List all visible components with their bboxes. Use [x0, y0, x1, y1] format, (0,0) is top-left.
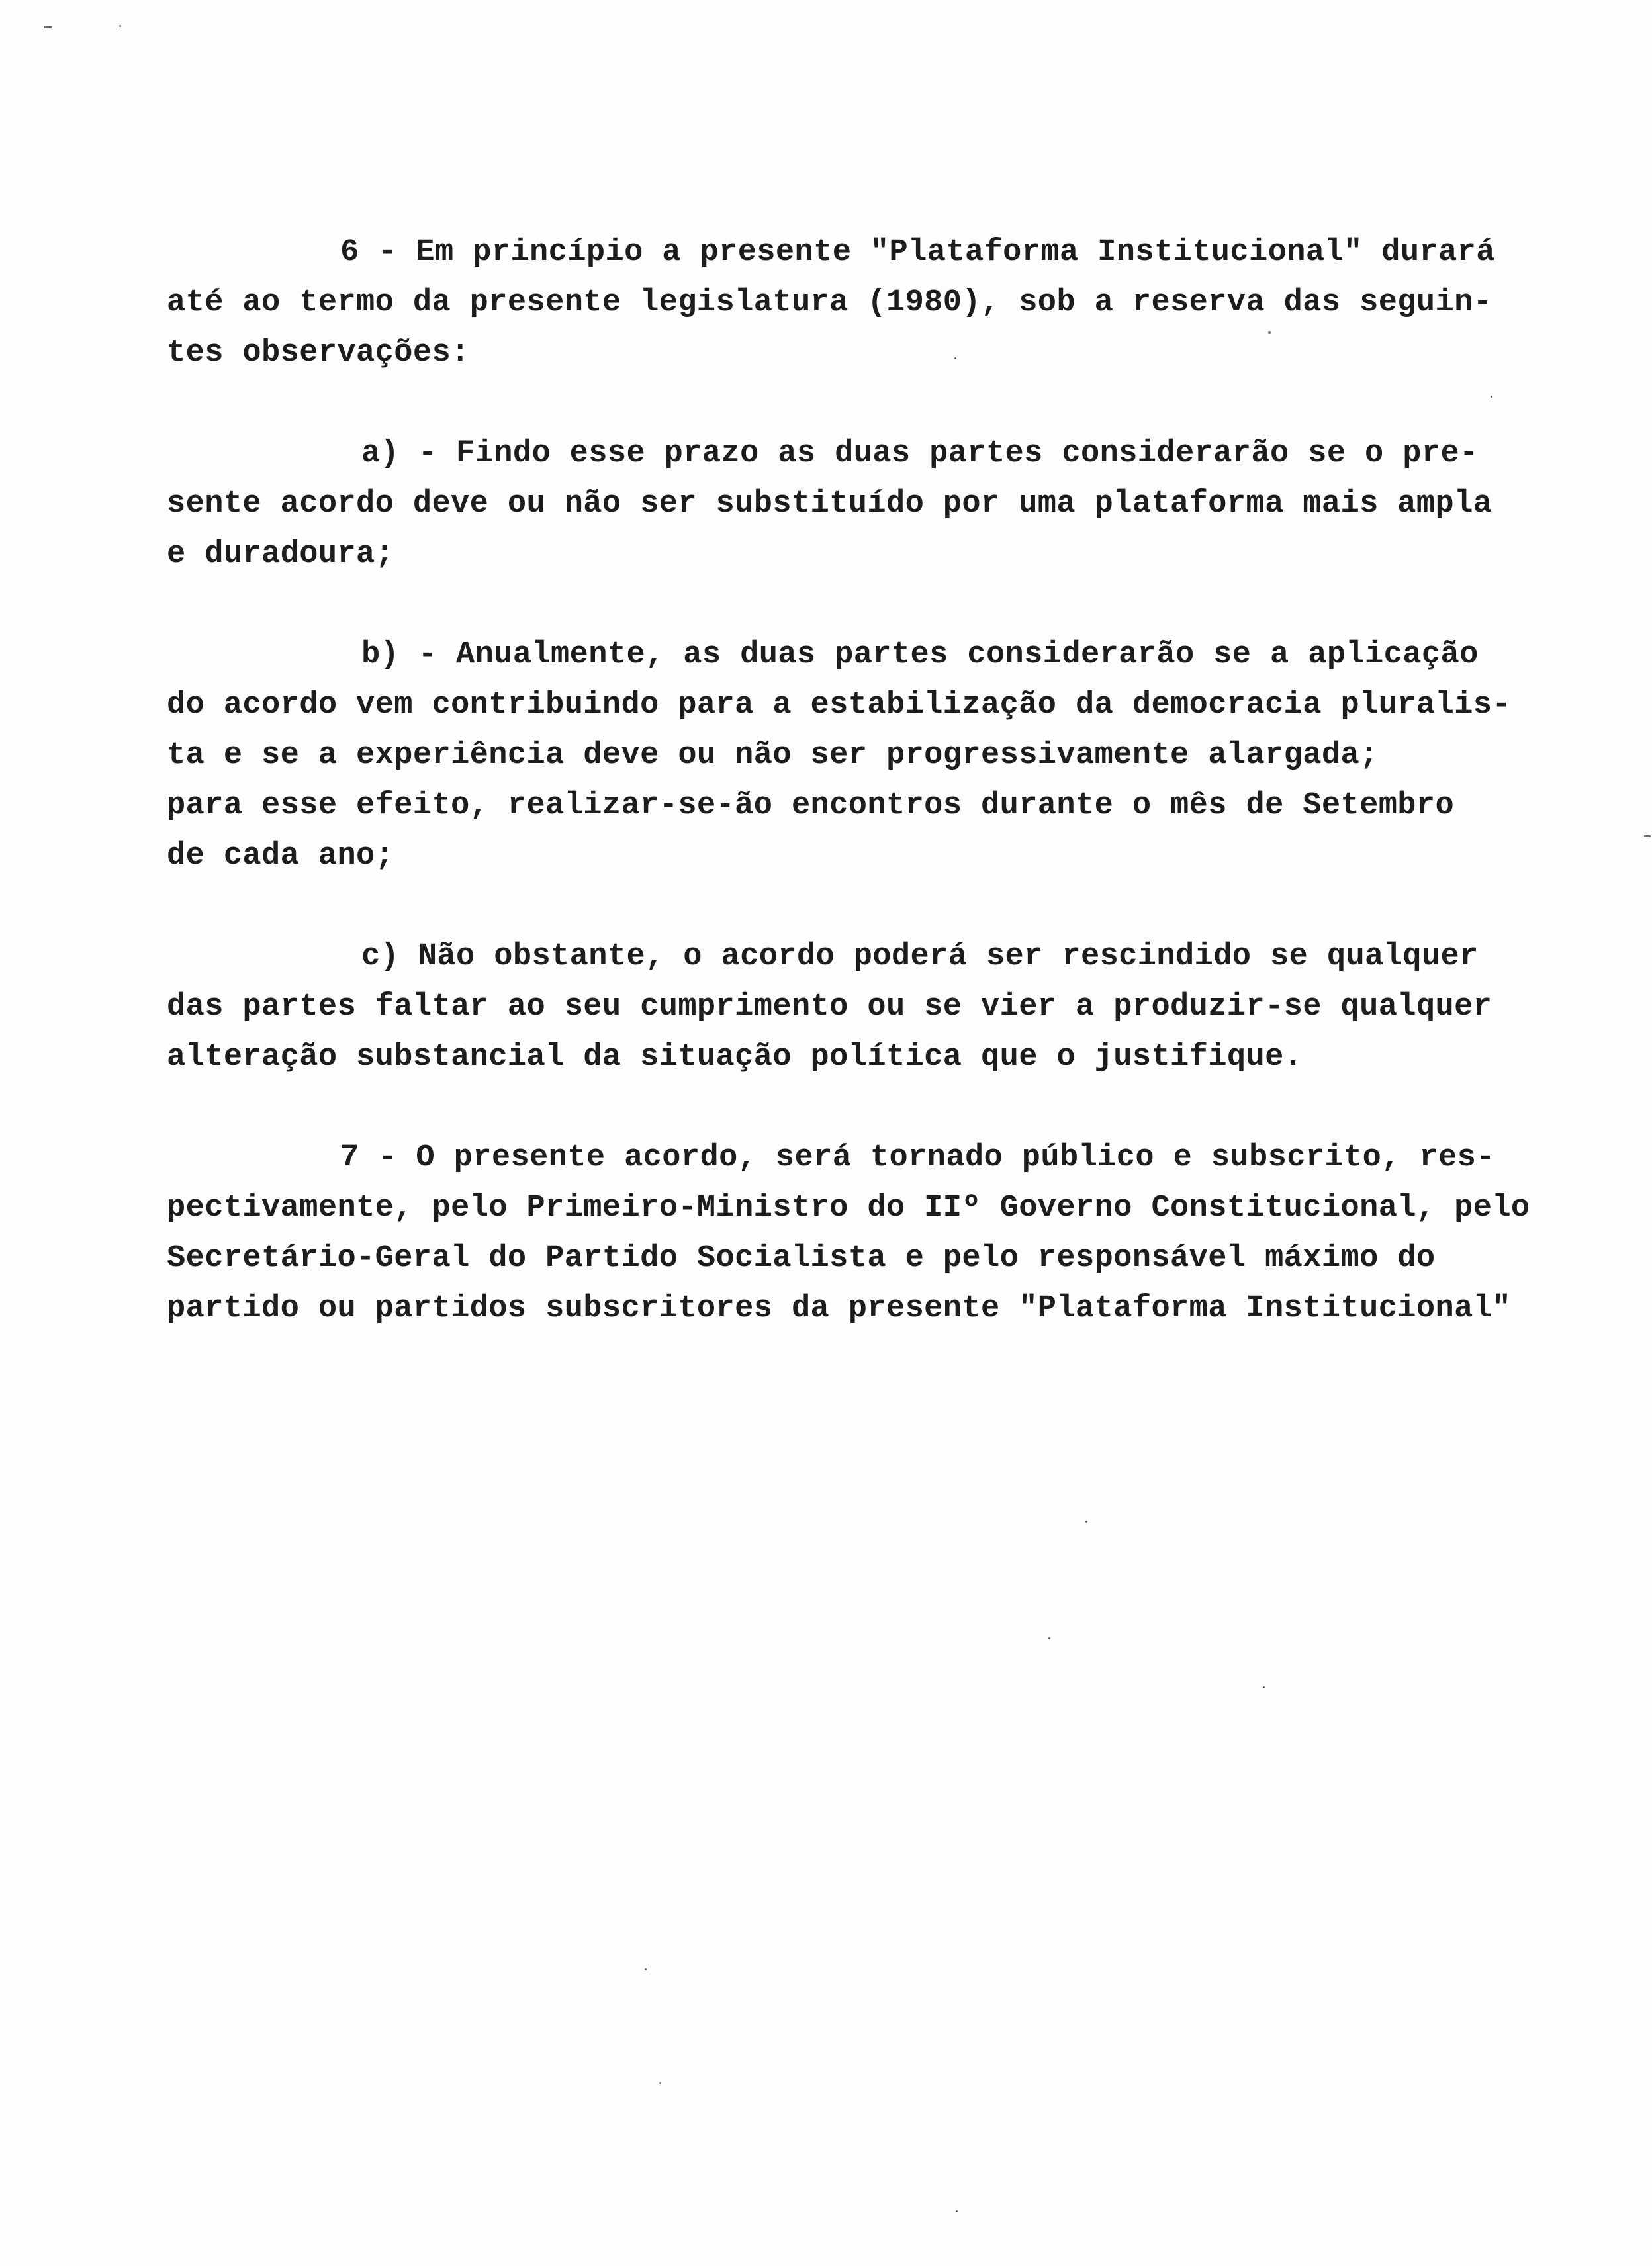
scan-speck [1263, 1686, 1265, 1688]
paragraph-7-line-1: 7 - O presente acordo, será tornado público e subscrito, res- [340, 1140, 1495, 1175]
scan-speck [1268, 331, 1271, 334]
paragraph-7-line-4: partido ou partidos subscritores da presente "Plataforma Institucional" [167, 1291, 1511, 1326]
paragraph-a-line-1: a) - Findo esse prazo as duas partes considerarão se o pre- [361, 436, 1479, 471]
paragraph-c-line-2: das partes faltar ao seu cumprimento ou se vier a produzir-se qualquer [167, 989, 1492, 1024]
scan-speck [1048, 1637, 1050, 1639]
paragraph-c-line-3: alteração substancial da situação política que o justifique. [167, 1040, 1303, 1075]
scan-speck [659, 2082, 661, 2084]
scan-speck [645, 1968, 647, 1970]
paragraph-a-line-3: e duradoura; [167, 537, 394, 572]
paragraph-b-line-1: b) - Anualmente, as duas partes considerarão se a aplicação [361, 637, 1479, 672]
paragraph-6-line-3: tes observações: [167, 336, 470, 371]
paragraph-a-line-2: sente acordo deve ou não ser substituído por uma plataforma mais ampla [167, 486, 1492, 521]
paragraph-7-line-2: pectivamente, pelo Primeiro-Ministro do IIº Governo Constitucional, pelo [167, 1191, 1530, 1226]
paragraph-b-line-4: para esse efeito, realizar-se-ão encontros durante o mês de Setembro [167, 788, 1455, 823]
paragraph-6-line-2: até ao termo da presente legislatura (1980), sob a reserva das seguin- [167, 285, 1492, 320]
scan-speck [956, 2210, 958, 2212]
scan-speck [44, 26, 52, 28]
paragraph-b-line-3: ta e se a experiência deve ou não ser progressivamente alargada; [167, 738, 1379, 773]
paragraph-7-line-3: Secretário-Geral do Partido Socialista e pelo responsável máximo do [167, 1241, 1436, 1276]
scan-speck [119, 25, 121, 27]
scan-speck [954, 357, 956, 359]
scan-speck [1644, 835, 1651, 837]
scan-speck [1491, 396, 1492, 398]
paragraph-b-line-2: do acordo vem contribuindo para a estabilização da democracia pluralis- [167, 688, 1511, 723]
paragraph-c-line-1: c) Não obstante, o acordo poderá ser rescindido se qualquer [361, 939, 1479, 974]
scan-speck [1085, 1521, 1087, 1523]
paragraph-6-line-1: 6 - Em princípio a presente "Plataforma Institucional" durará [340, 235, 1495, 270]
paragraph-b-line-5: de cada ano; [167, 838, 394, 874]
